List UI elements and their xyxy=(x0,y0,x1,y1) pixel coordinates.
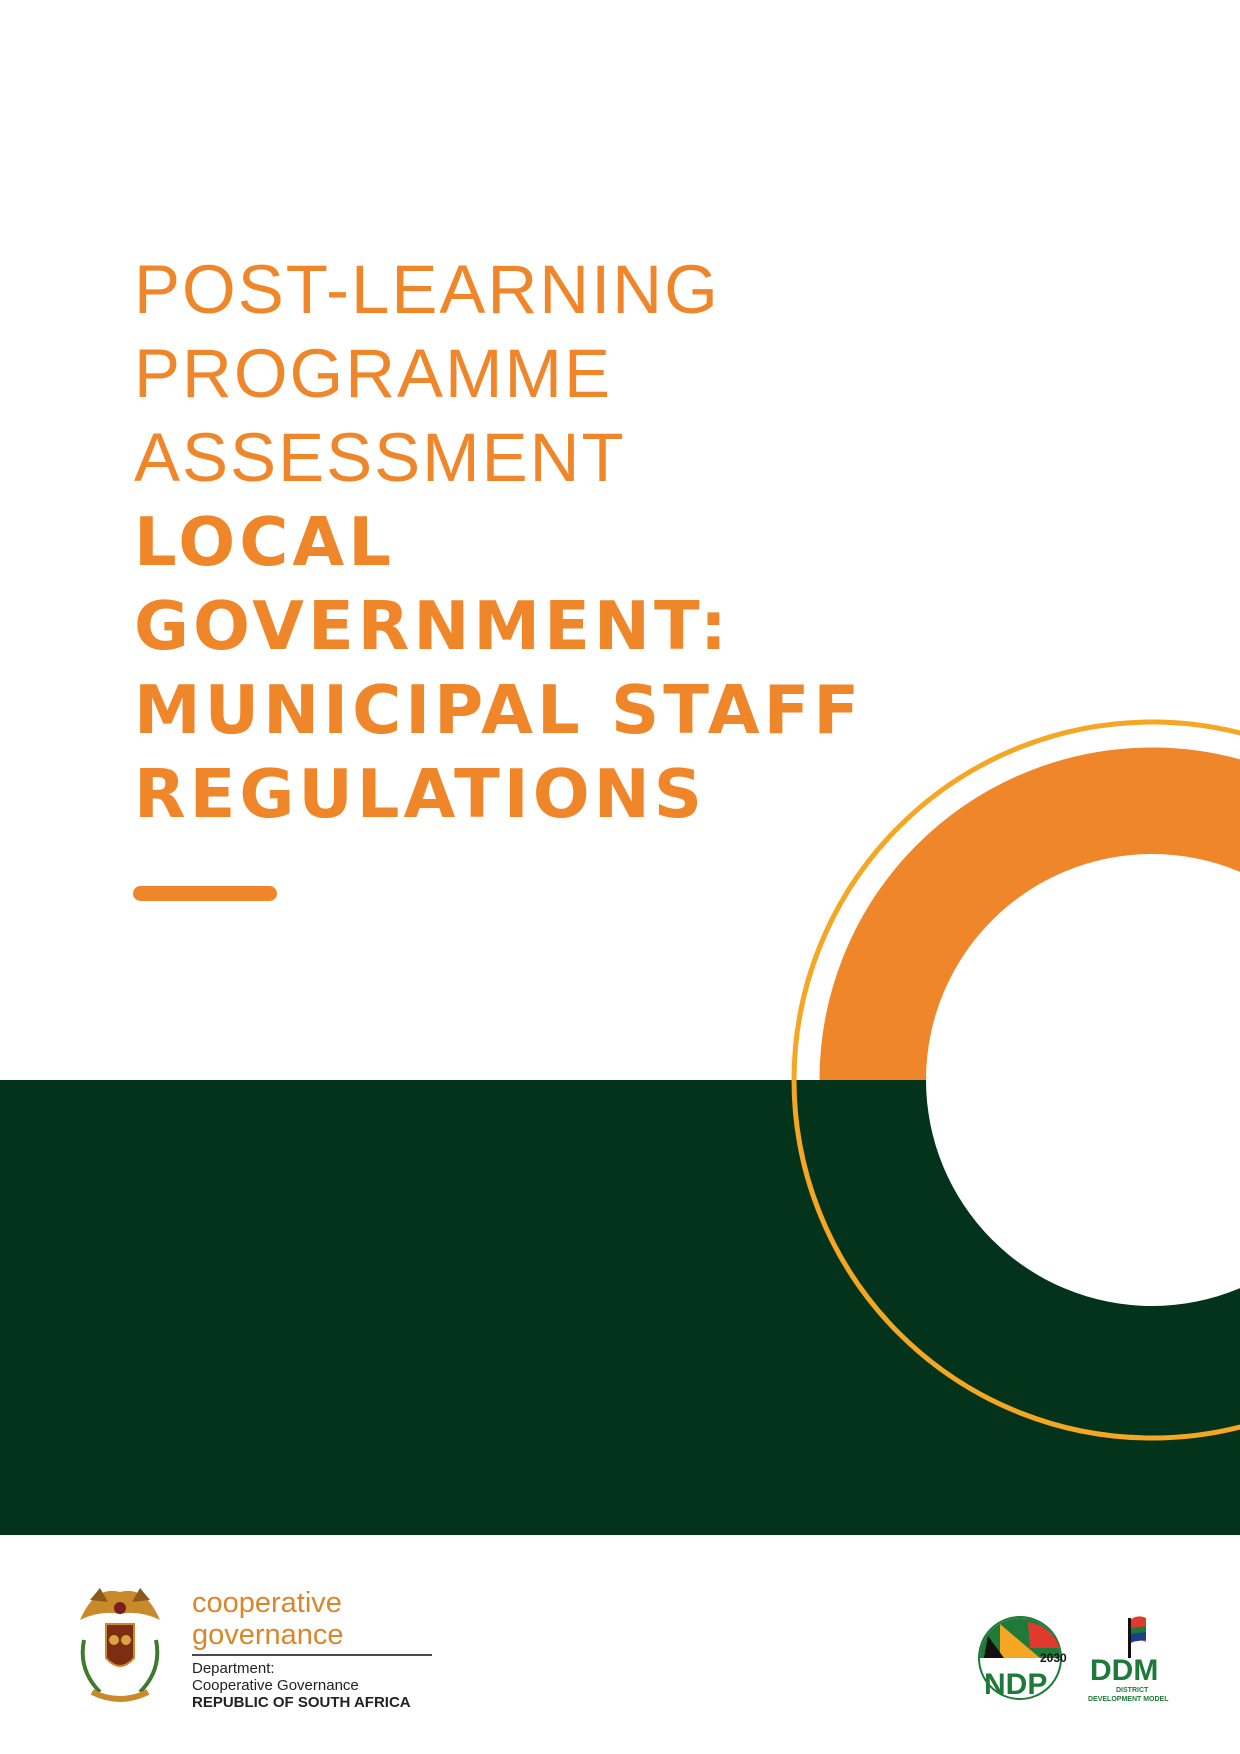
ndp-logo-icon xyxy=(970,1616,1074,1700)
ndp-label: NDP xyxy=(984,1668,1048,1700)
department-block xyxy=(192,1660,411,1711)
subtitle-line-2: GOVERNMENT: xyxy=(134,587,731,665)
title-line-1: POST-LEARNING xyxy=(134,251,720,328)
ddm-label: DDM xyxy=(1090,1654,1159,1687)
subtitle-line-3: MUNICIPAL STAFF xyxy=(134,671,864,749)
country-name: REPUBLIC OF SOUTH AFRICA xyxy=(192,1694,411,1711)
subtitle-line-4: REGULATIONS xyxy=(134,755,707,833)
subtitle-line-1: LOCAL xyxy=(134,503,395,581)
ddm-subtitle-2: DEVELOPMENT MODEL xyxy=(1088,1696,1169,1703)
department-label: Department: xyxy=(192,1660,275,1677)
brand-divider xyxy=(192,1654,432,1656)
department-name: Cooperative Governance xyxy=(192,1677,359,1694)
title-line-2: PROGRAMME xyxy=(134,335,613,412)
coat-of-arms-icon xyxy=(70,1580,170,1710)
brand-cooperative: cooperative xyxy=(192,1587,342,1619)
ddm-subtitle-1: DISTRICT xyxy=(1116,1687,1149,1694)
title-line-3: ASSESSMENT xyxy=(134,419,626,496)
ndp-year: 2030 xyxy=(1040,1651,1067,1665)
ddm-logo-icon xyxy=(1086,1612,1176,1706)
brand-governance: governance xyxy=(192,1619,344,1651)
